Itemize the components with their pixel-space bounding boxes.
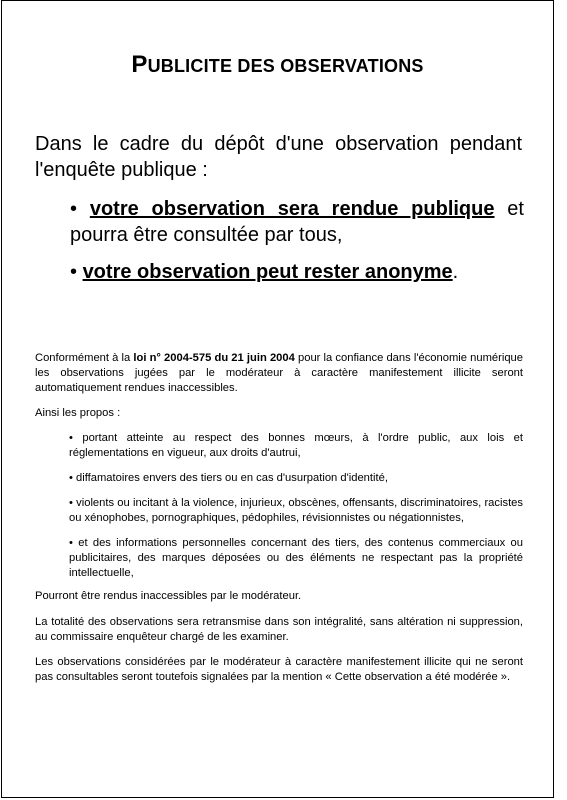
closing-paragraph: Pourront être rendus inaccessibles par le modérateur. bbox=[35, 590, 302, 602]
bullet-rest: et pourra être consultée par tous, bbox=[70, 198, 524, 246]
propos-item: • diffamatoires envers des tiers ou en cas d'usurpation d'identité, bbox=[69, 472, 388, 484]
law-before: Conformément à la bbox=[35, 352, 134, 364]
bullet-emphasis: votre observation sera rendue publique bbox=[89, 198, 495, 220]
title-initial: P bbox=[131, 51, 148, 78]
page-title bbox=[2, 51, 553, 79]
bullet-rest: . bbox=[452, 261, 459, 283]
propos-item: • portant atteinte au respect des bonnes mœurs, à l'ordre public, aux lois et réglementations en vigueur, aux droits d'autrui, bbox=[69, 432, 523, 459]
propos-item: • et des informations personnelles concernant des tiers, des contenus commerciaux ou publicitaires, des marques déposées ou des éléments ne respectant pas la propriété intellectuelle, bbox=[69, 537, 523, 579]
law-after: pour la confiance dans l'économie numérique les observations jugées par le modérateur à caractère manifestement illicite seront automatiquement rendues inaccessibles. bbox=[35, 352, 524, 394]
bullet-mark: • bbox=[70, 261, 83, 283]
closing-paragraph: Les observations considérées par le modérateur à caractère manifestement illicite qui ne seront pas consultables seront toutefois signalées par la mention « Cette observation a été modérée ». bbox=[35, 656, 523, 683]
main-bullet-anonymous bbox=[70, 259, 524, 285]
main-bullet-public bbox=[70, 196, 524, 248]
propos-intro: Ainsi les propos : bbox=[35, 407, 121, 419]
bullet-emphasis: votre observation peut rester anonyme bbox=[82, 261, 453, 283]
intro-paragraph: Dans le cadre du dépôt d'une observation pendant l'enquête publique : bbox=[35, 133, 522, 181]
law-reference: loi n° 2004-575 du 21 juin 2004 bbox=[133, 352, 295, 364]
propos-item: • violents ou incitant à la violence, injurieux, obscènes, offensants, discriminatoires, racistes ou xénophobes, pornographiques, pédophiles, révisionnistes ou négationnistes, bbox=[69, 497, 523, 524]
law-paragraph bbox=[35, 351, 523, 396]
bullet-mark: • bbox=[70, 198, 90, 220]
closing-paragraph: La totalité des observations sera retransmise dans son intégralité, sans altération ni suppression, au commissaire enquêteur chargé de les examiner. bbox=[35, 616, 523, 643]
document-page bbox=[1, 0, 554, 798]
title-rest: UBLICITE DES OBSERVATIONS bbox=[147, 56, 424, 76]
